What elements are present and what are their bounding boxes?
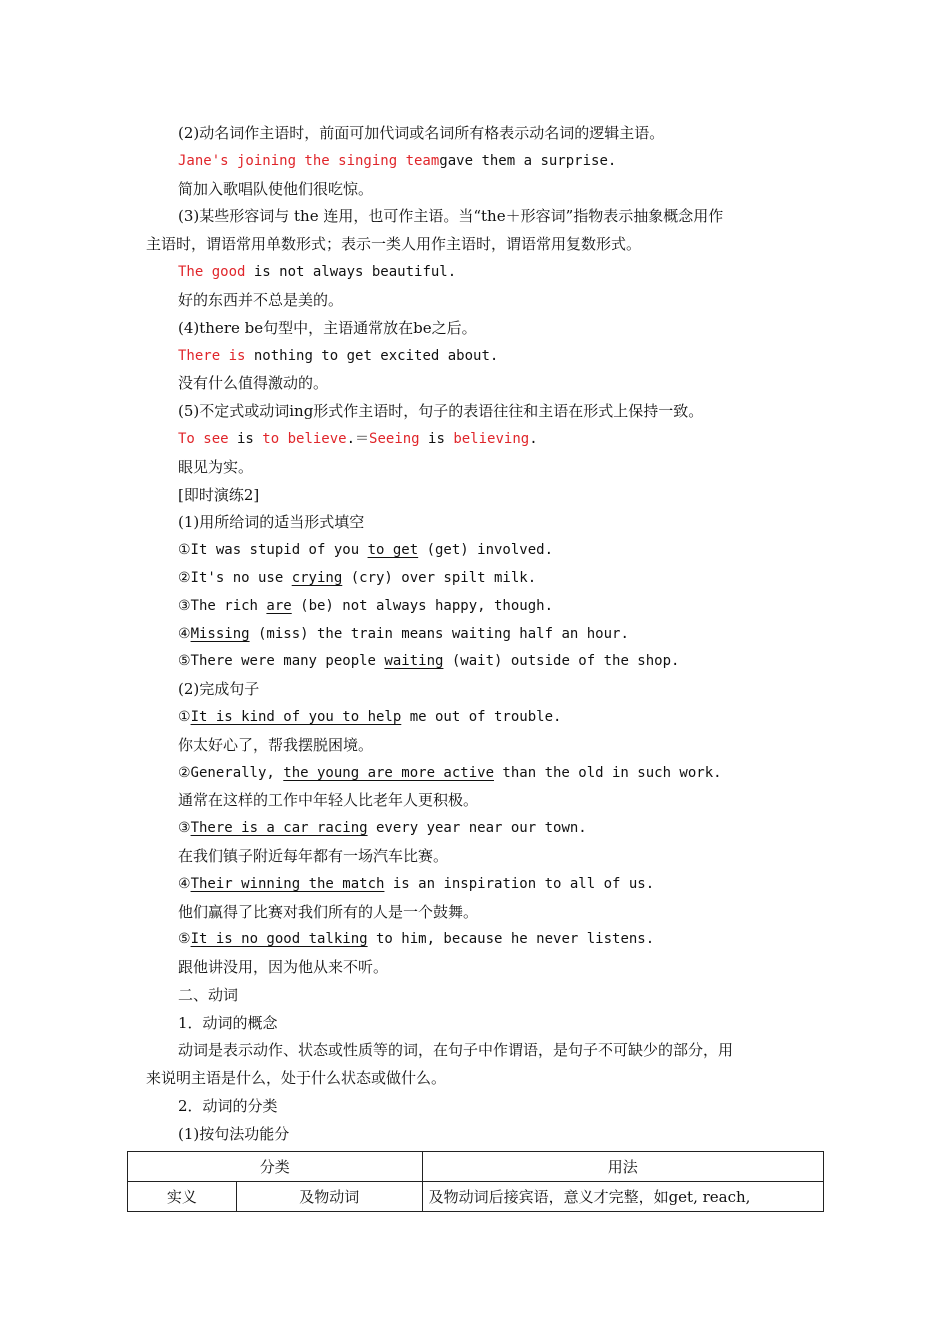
table-cell: 及物动词: [236, 1182, 422, 1212]
example-text: nothing to get excited about.: [245, 348, 499, 364]
translation: 眼见为实。: [178, 458, 254, 476]
verb-classification-table: [127, 1151, 824, 1212]
answer-blank: It is no good talking: [190, 931, 368, 947]
answer-blank: are: [266, 598, 292, 614]
answer-blank: There is a car racing: [190, 820, 368, 836]
paragraph-adjective-subject: (3)某些形容词与 the 连用，也可作主语。当“the＋形容词”指物表示抽象概念用作: [178, 207, 724, 225]
heading-by-syntax: (1)按句法功能分: [178, 1125, 290, 1143]
highlight-text: There is: [178, 348, 246, 364]
translation: 简加入歌唱队使他们很吃惊。: [178, 180, 374, 198]
example-infinitive: To see is to believe.＝Seeing is believing.: [178, 431, 538, 447]
paragraph-continuation: 来说明主语是什么，处于什么状态或做什么。: [146, 1069, 447, 1087]
subsection-complete-sentences: (2)完成句子: [178, 680, 260, 698]
table-header-category: 分类: [128, 1152, 423, 1182]
answer-blank: crying: [291, 570, 343, 586]
answer-blank: Missing: [190, 626, 250, 642]
answer-blank: to get: [367, 542, 419, 558]
exercise-item: ⑤It is no good talking to him, because he never listens.: [178, 931, 655, 947]
table-header-usage: 用法: [422, 1152, 823, 1182]
exercise-item: ①It was stupid of you to get (get) involved.: [178, 542, 553, 558]
subsection-fill-blank: (1)用所给词的适当形式填空: [178, 513, 365, 531]
table-cell: 实义: [128, 1182, 237, 1212]
example-text: is not always beautiful.: [245, 264, 457, 280]
table-cell: 及物动词后接宾语，意义才完整，如get, reach,: [422, 1182, 823, 1212]
paragraph-gerund-subject: (2)动名词作主语时，前面可加代词或名词所有格表示动名词的逻辑主语。: [178, 124, 665, 142]
translation: 他们赢得了比赛对我们所有的人是一个鼓舞。: [178, 903, 479, 921]
paragraph-verb-definition: 动词是表示动作、状态或性质等的词，在句子中作谓语，是句子不可缺少的部分，用: [178, 1041, 734, 1059]
highlight-text: Jane's joining the singing team: [178, 153, 440, 169]
translation: 好的东西并不总是美的。: [178, 291, 344, 309]
section-heading-verbs: 二、动词: [178, 986, 239, 1004]
paragraph-infinitive: (5)不定式或动词ing形式作主语时，句子的表语往往和主语在形式上保持一致。: [178, 402, 704, 420]
translation: 通常在这样的工作中年轻人比老年人更积极。: [178, 791, 479, 809]
translation: 没有什么值得激动的。: [178, 374, 329, 392]
exercise-item: ③The rich are (be) not always happy, though.: [178, 598, 554, 614]
translation: 跟他讲没用，因为他从来不听。: [178, 958, 389, 976]
exercise-item: ②It's no use crying (cry) over spilt milk.: [178, 570, 537, 586]
table-row: [128, 1182, 824, 1212]
example-gerund: [178, 151, 616, 171]
translation: 你太好心了，帮我摆脱困境。: [178, 736, 374, 754]
heading-verb-concept: 1．动词的概念: [178, 1014, 278, 1032]
example-adjective: [178, 262, 456, 282]
exercise-item: ③There is a car racing every year near our town.: [178, 820, 587, 836]
answer-blank: Their winning the match: [190, 876, 385, 892]
exercise-item: ④Their winning the match is an inspiration to all of us.: [178, 876, 655, 892]
table-header-row: [128, 1152, 824, 1182]
example-text: gave them a surprise.: [439, 153, 617, 169]
exercise-item: ④Missing (miss) the train means waiting half an hour.: [178, 626, 629, 642]
heading-verb-classification: 2．动词的分类: [178, 1097, 278, 1115]
exercise-item: ⑤There were many people waiting (wait) outside of the shop.: [178, 653, 680, 669]
translation: 在我们镇子附近每年都有一场汽车比赛。: [178, 847, 449, 865]
paragraph-there-be: (4)there be句型中，主语通常放在be之后。: [178, 319, 477, 337]
paragraph-continuation: 主语时，谓语常用单数形式；表示一类人用作主语时，谓语常用复数形式。: [146, 235, 642, 253]
highlight-text: The good: [178, 264, 246, 280]
answer-blank: waiting: [384, 653, 444, 669]
exercise-item: ②Generally, the young are more active than the old in such work.: [178, 765, 722, 781]
answer-blank: the young are more active: [283, 765, 494, 781]
example-there-be: [178, 346, 498, 366]
exercise-item: ①It is kind of you to help me out of trouble.: [178, 709, 562, 725]
answer-blank: It is kind of you to help: [190, 709, 402, 725]
section-heading-practice: [即时演练2]: [178, 486, 260, 504]
